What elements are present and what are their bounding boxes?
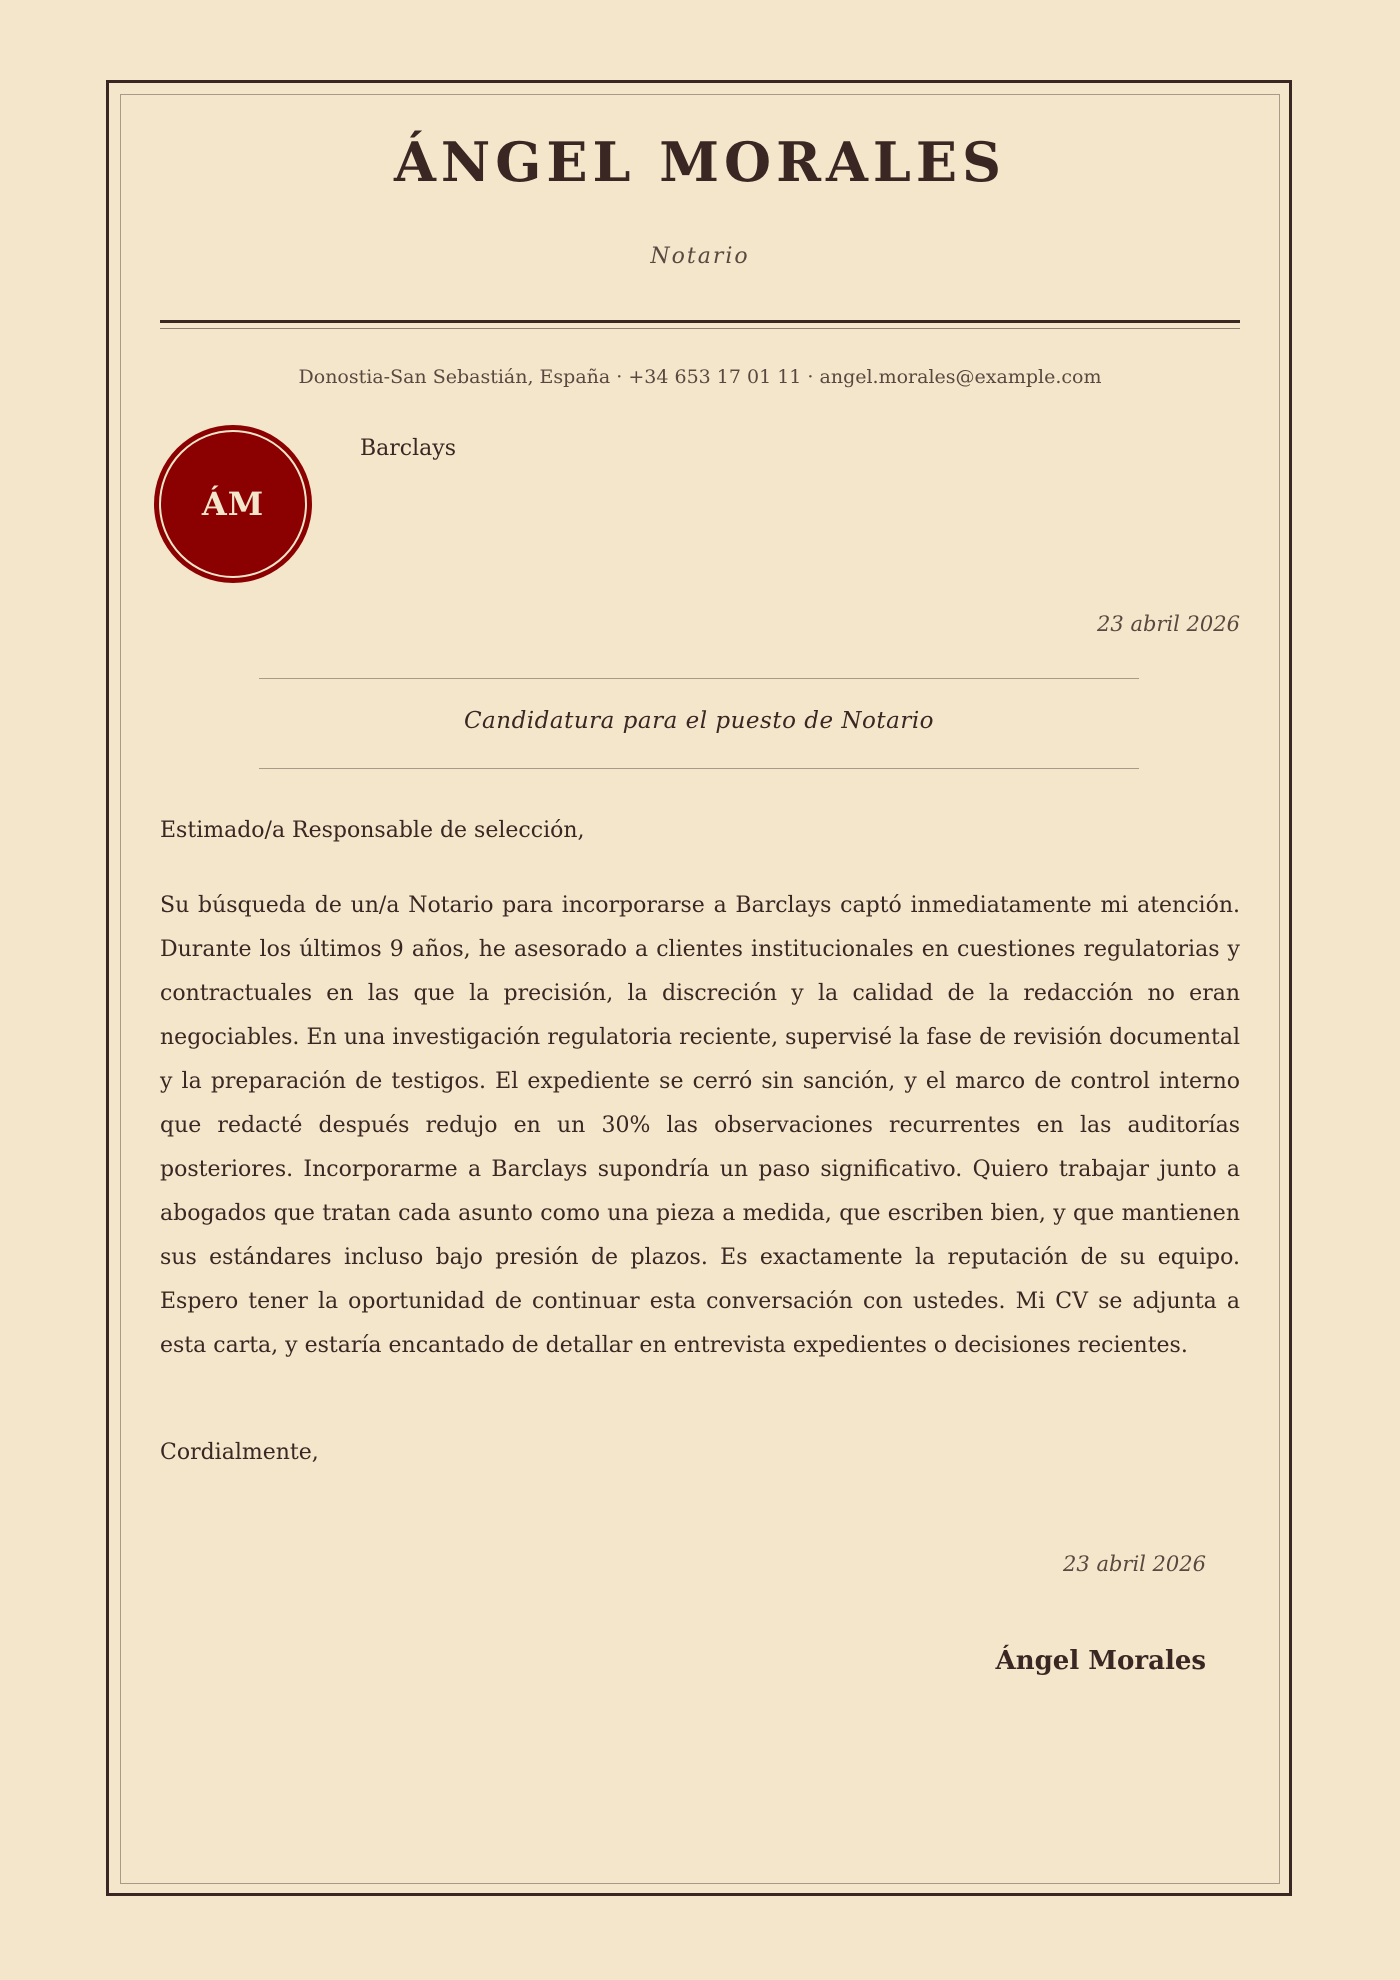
seal-initials: ÁM	[201, 485, 265, 523]
subject-rule-top	[259, 678, 1139, 679]
subject-line: Candidatura para el puesto de Notario	[463, 708, 935, 734]
signature-date: 23 abril 2026	[1063, 1552, 1206, 1576]
subject-rule-bottom	[259, 768, 1139, 769]
header-rule-thick	[160, 320, 1240, 323]
letter-date: 23 abril 2026	[1097, 612, 1240, 636]
header-rule-thin	[160, 328, 1240, 329]
signature-name: Ángel Morales	[995, 1646, 1206, 1676]
contact-line: Donostia-San Sebastián, España · +34 653 17 01 11 · angel.morales@example.com	[298, 366, 1102, 388]
recipient-company: Barclays	[360, 436, 456, 461]
sender-title: Notario	[650, 244, 750, 269]
closing: Cordialmente,	[160, 1440, 319, 1465]
letter-body: Su búsqueda de un/a Notario para incorporarse a Barclays captó inmediatamente mi atención. Durante los últimos 9 años, he asesorado a clientes institucionales en cuestiones regulatorias y contractuales en las que la precisión, la discreción y la calidad de la redacción no eran negociables. En una investigación regulatoria reciente, supervisé la fase de revisión documental y la preparación de testigos. El expediente se cerró sin sanción, y el marco de control interno que redacté después redujo en un 30% las observaciones recurrentes en las auditorías posteriores. Incorporarme a Barclays supondría un paso significativo. Quiero trabajar junto a abogados que tratan cada asunto como una pieza a medida, que escriben bien, y que mantienen sus estándares incluso bajo presión de plazos. Es exactamente la reputación de su equipo. Espero tener la oportunidad de continuar esta conversación con ustedes. Mi CV se adjunta a esta carta, y estaría encantado de detallar en entrevista expedientes o decisiones recientes.	[160, 893, 1240, 1358]
monogram-seal	[154, 425, 312, 583]
salutation: Estimado/a Responsable de selección,	[160, 818, 585, 843]
sender-name: ÁNGEL MORALES	[393, 130, 1006, 194]
